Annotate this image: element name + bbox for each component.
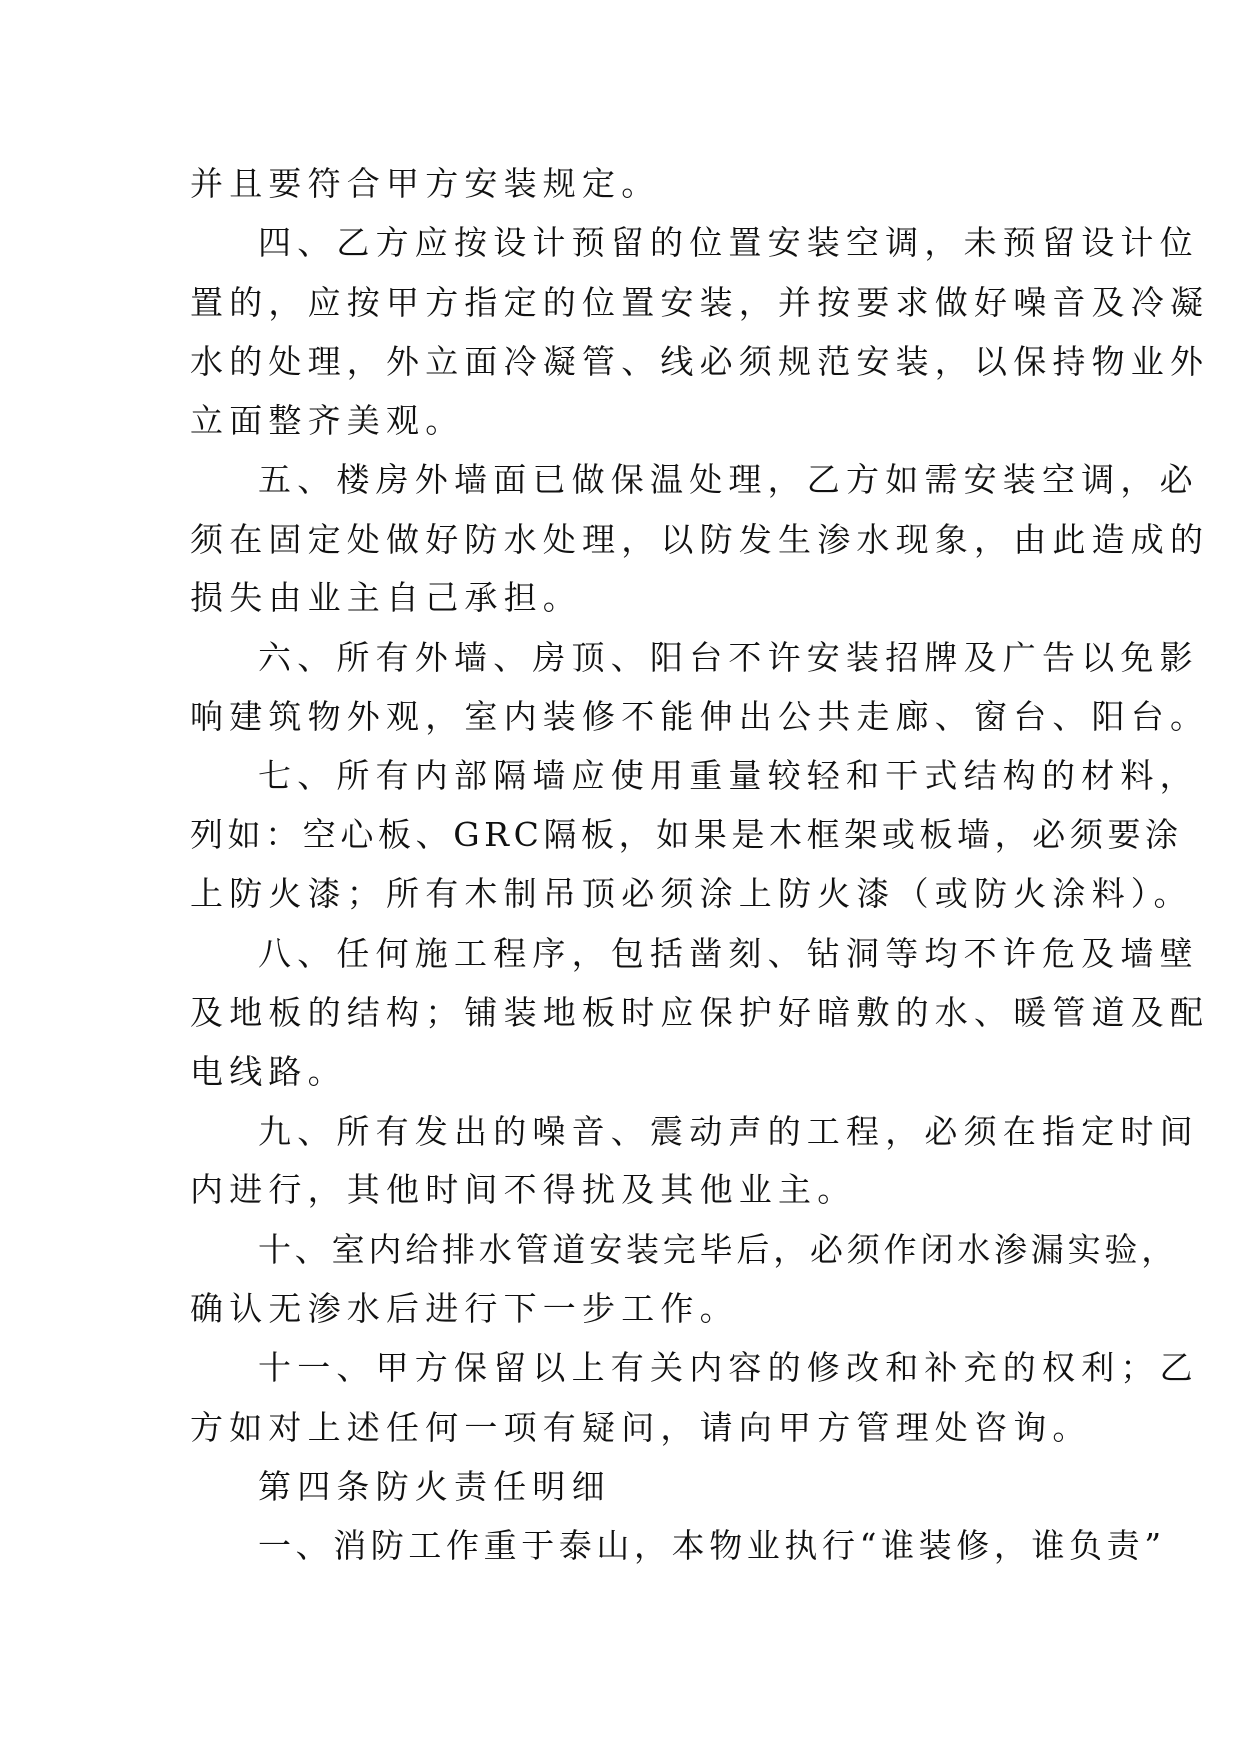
text-line: 确认无渗水后进行下一步工作。 (190, 1289, 739, 1328)
paragraph-six-line: 六、所有外墙、房顶、阳台不许安装招牌及广告以免影 (258, 638, 1199, 677)
paragraph-eleven-line: 十一、甲方保留以上有关内容的修改和补充的权利；乙 (258, 1348, 1199, 1387)
section-heading: 第四条防火责任明细 (258, 1467, 611, 1506)
text-line: 列如：空心板、GRC隔板，如果是木框架或板墙，必须要涂 (190, 815, 1183, 854)
text-line: 响建筑物外观，室内装修不能伸出公共走廊、窗台、阳台。 (190, 697, 1210, 736)
text-line: 立面整齐美观。 (190, 401, 465, 440)
text-line: 内进行，其他时间不得扰及其他业主。 (190, 1170, 857, 1209)
text-line: 及地板的结构；铺装地板时应保护好暗敷的水、暖管道及配 (190, 993, 1210, 1032)
paragraph-seven-line: 七、所有内部隔墙应使用重量较轻和干式结构的材料， (258, 756, 1199, 795)
text-line: 损失由业主自己承担。 (190, 578, 582, 617)
paragraph-eight-line: 八、任何施工程序，包括凿刻、钻洞等均不许危及墙壁 (258, 934, 1199, 973)
text-line: 上防火漆；所有木制吊顶必须涂上防火漆（或防火涂料）。 (190, 874, 1193, 913)
text-line: 置的，应按甲方指定的位置安装，并按要求做好噪音及冷凝 (190, 283, 1210, 322)
text-line: 方如对上述任何一项有疑问，请向甲方管理处咨询。 (190, 1408, 1092, 1447)
text-line: 电线路。 (190, 1052, 347, 1091)
paragraph-ten-line: 十、室内给排水管道安装完毕后，必须作闭水渗漏实验， (258, 1230, 1178, 1269)
paragraph-nine-line: 九、所有发出的噪音、震动声的工程，必须在指定时间 (258, 1112, 1199, 1151)
text-line: 并且要符合甲方安装规定。 (190, 164, 661, 203)
text-line: 水的处理，外立面冷凝管、线必须规范安装，以保持物业外 (190, 342, 1210, 381)
paragraph-four-line: 四、乙方应按设计预留的位置安装空调，未预留设计位 (258, 223, 1199, 262)
paragraph-one-line: 一、消防工作重于泰山，本物业执行“谁装修，谁负责” (258, 1526, 1166, 1565)
paragraph-five-line: 五、楼房外墙面已做保温处理，乙方如需安装空调，必 (258, 460, 1199, 499)
text-line: 须在固定处做好防水处理，以防发生渗水现象，由此造成的 (190, 520, 1210, 559)
